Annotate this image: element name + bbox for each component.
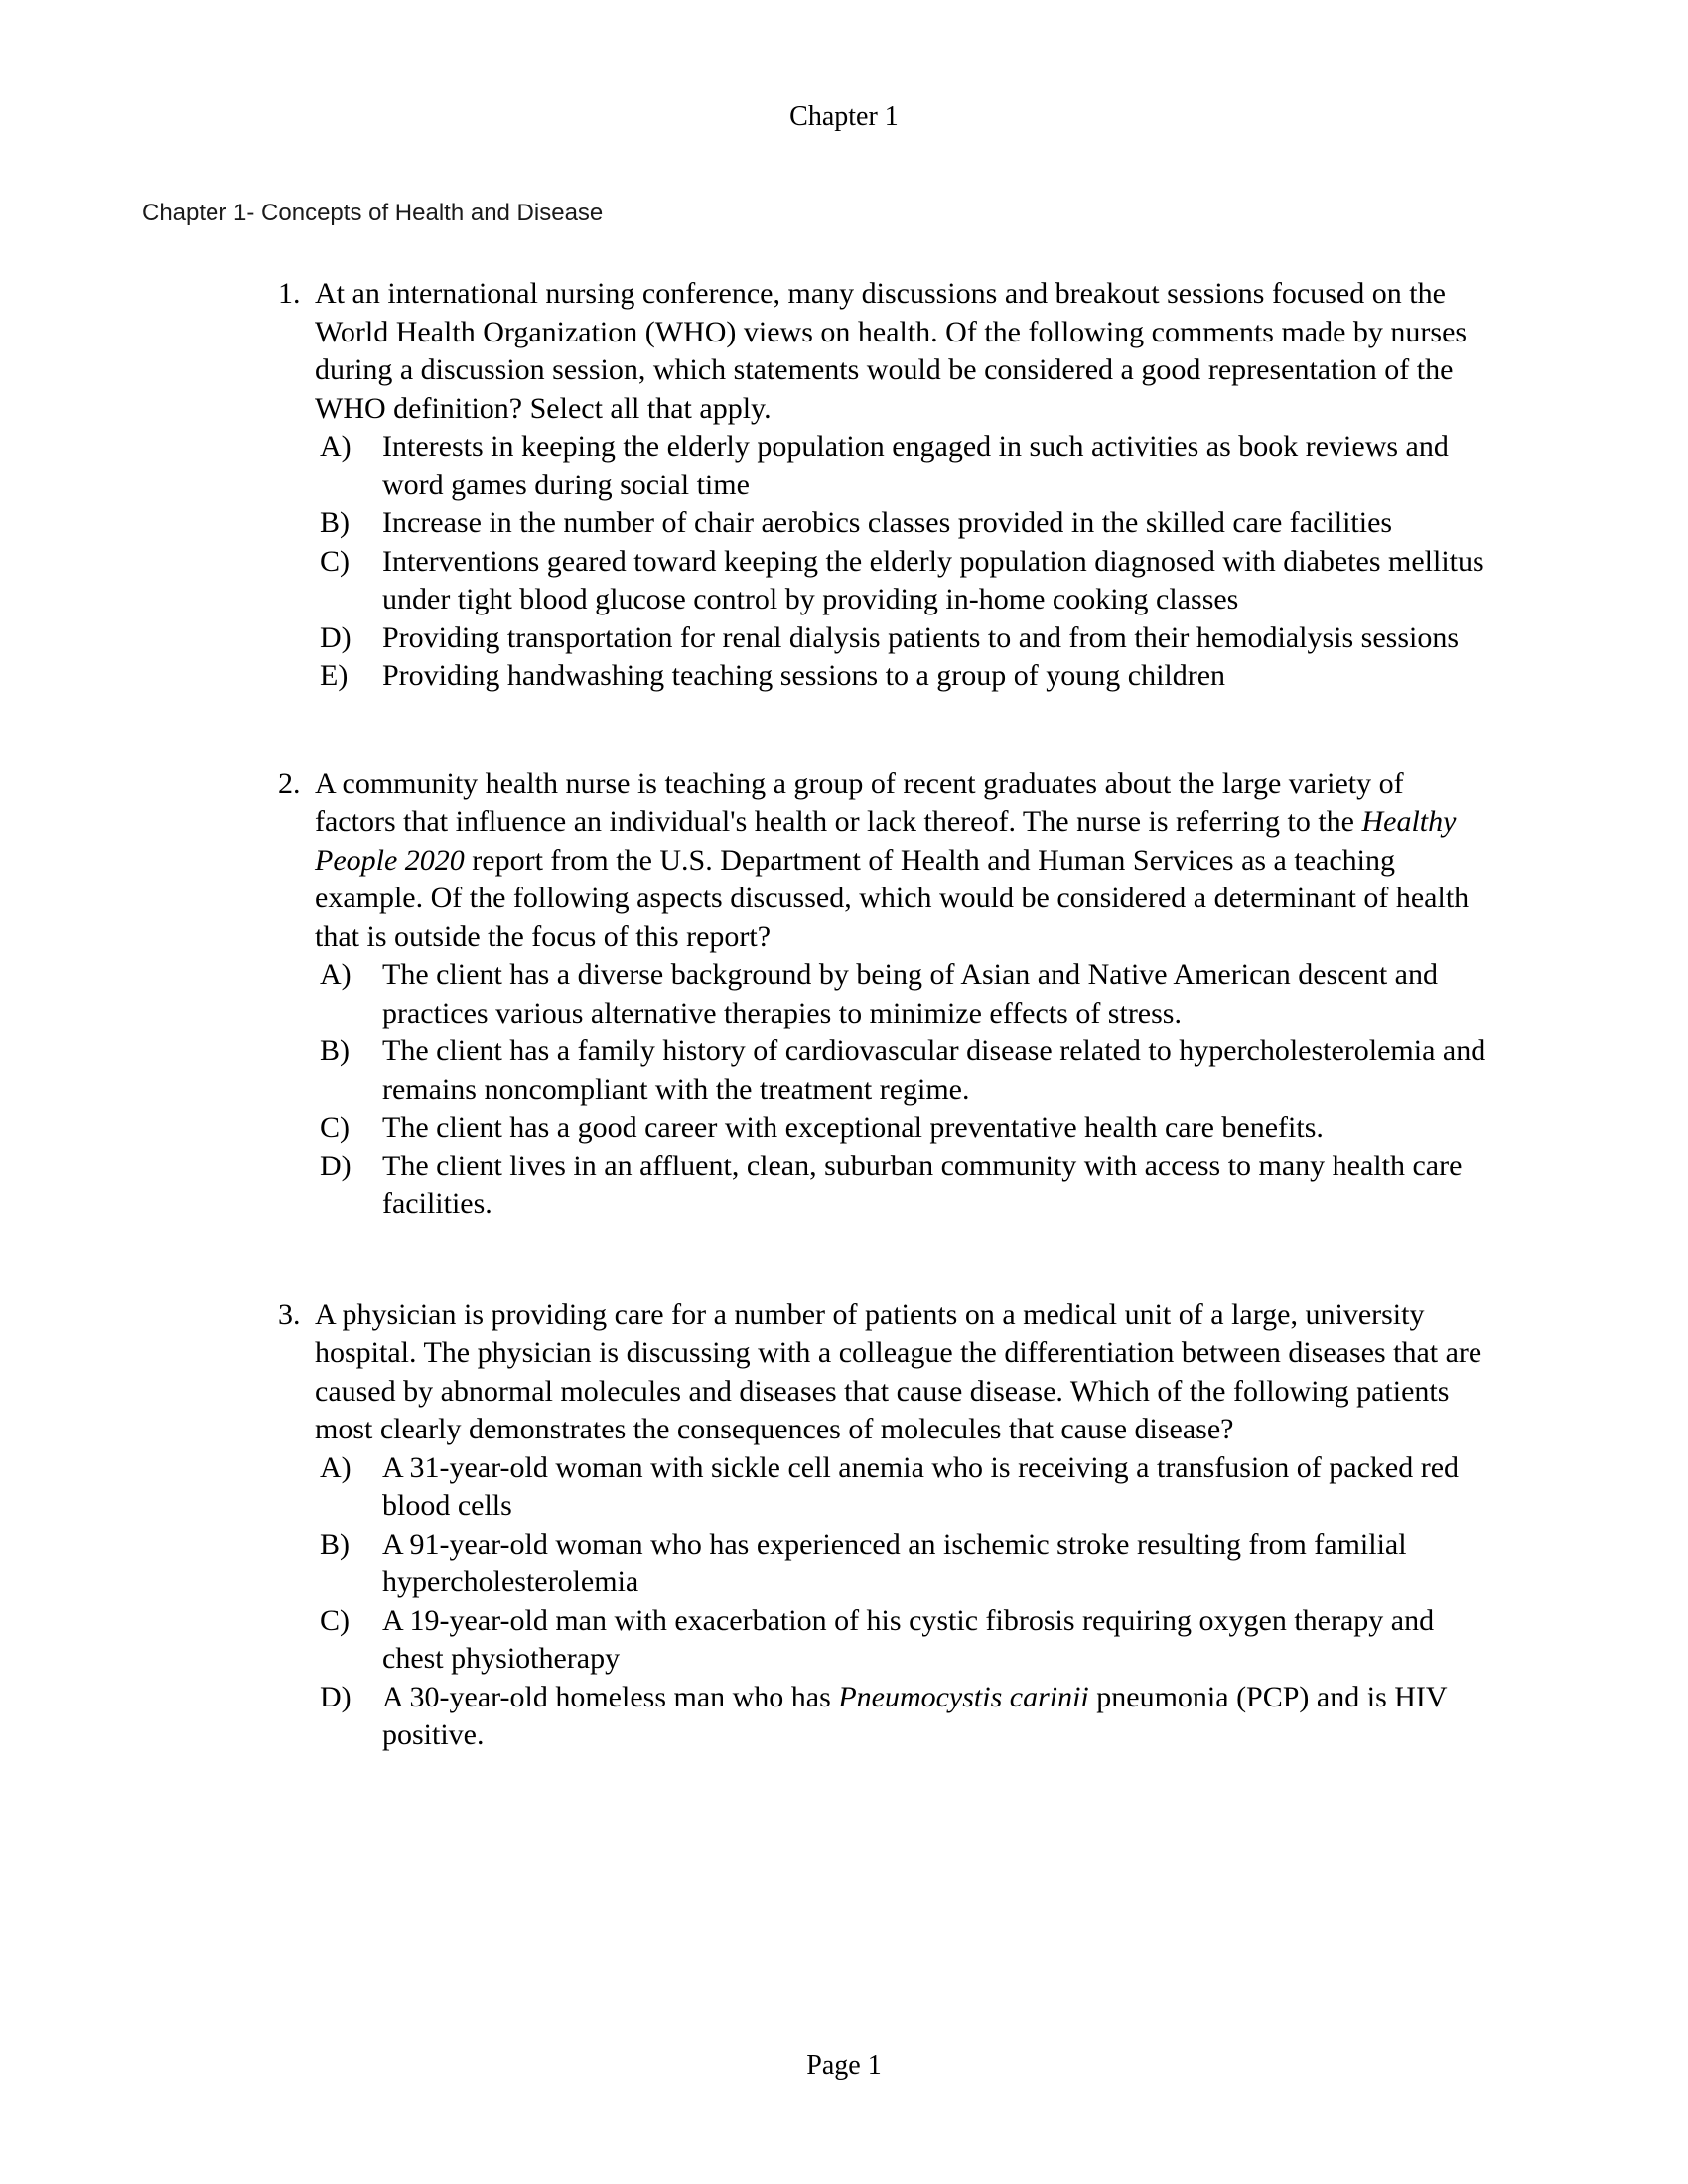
option-letter: A) (320, 958, 352, 991)
option-text: The client has a diverse background by being of Asian and Native American descent and practices various alternative therapies to minimize effects of stress. (382, 958, 1438, 1029)
option-row (315, 619, 1487, 658)
option-text: A 91-year-old woman who has experienced an ischemic stroke resulting from familial hypercholesterolemia (382, 1527, 1407, 1598)
page-number-footer: Page 1 (806, 2050, 882, 2081)
option-letter: A) (320, 430, 352, 463)
option-row (315, 1449, 1487, 1526)
question-body (315, 765, 1487, 957)
option-text: The client has a good career with exceptional preventative health care benefits. (382, 1111, 1324, 1144)
option-text: The client lives in an affluent, clean, suburban community with access to many health care facilities. (382, 1149, 1463, 1220)
option-text: Increase in the number of chair aerobics classes provided in the skilled care facilities (382, 506, 1393, 539)
option-text: Providing transportation for renal dialysis patients to and from their hemodialysis sessions (382, 620, 1459, 654)
question-number: 1. (278, 277, 301, 310)
option-row (315, 1679, 1487, 1755)
option-row (315, 1032, 1487, 1109)
option-row (315, 504, 1487, 543)
question-body: A physician is providing care for a number of patients on a medical unit of a large, university hospital. The physician is discussing with a colleague the differentiation between diseases that are caused by abnormal molecules and diseases that cause disease. Which of the following patients most clearly demonstrates the consequences of molecules that cause disease? (315, 1297, 1482, 1445)
option-row (315, 1602, 1487, 1679)
section-title: Chapter 1- Concepts of Health and Disease (142, 200, 604, 226)
option-letter: B) (320, 1034, 350, 1067)
option-letter: E) (320, 659, 349, 692)
option-letter: C) (320, 1603, 350, 1637)
question-body-italic: Healthy People 2020 (315, 805, 1457, 877)
question-body-text: A community health nurse is teaching a group of recent graduates about the large variety of factors that influence an individual's health or lack thereof. The nurse is referring to the (315, 766, 1404, 838)
question-body: At an international nursing conference, many discussions and breakout sessions focused on the World Health Organization (WHO) views on health. Of the following comments made by nurses during a discussion session, which statements would be considered a good representation of the WHO definition? Select all that apply. (315, 277, 1468, 425)
option-list (315, 428, 1487, 696)
option-text: A 19-year-old man with exacerbation of his cystic fibrosis requiring oxygen therapy and chest physiotherapy (382, 1603, 1435, 1675)
option-letter: D) (320, 620, 352, 654)
option-letter: B) (320, 1527, 350, 1561)
option-list (315, 956, 1487, 1224)
question-content (315, 765, 1487, 1224)
option-text: The client has a family history of cardiovascular disease related to hypercholesterolemia and remains noncompliant with the treatment regime. (382, 1034, 1486, 1106)
question-2 (278, 765, 1487, 1224)
question-content (315, 275, 1487, 696)
option-text: A 31-year-old woman with sickle cell anemia who is receiving a transfusion of packed red blood cells (382, 1450, 1460, 1522)
option-row (315, 1526, 1487, 1602)
option-text-segment: A 30-year-old homeless man who has (382, 1680, 839, 1713)
option-letter: B) (320, 506, 350, 539)
option-text: Interests in keeping the elderly population engaged in such activities as book reviews and word games during social time (382, 430, 1449, 501)
option-text-segment: pneumonia (PCP) and is HIV positive. (382, 1680, 1448, 1751)
option-text (382, 1679, 1487, 1755)
question-number: 2. (278, 766, 301, 800)
option-text: Interventions geared toward keeping the elderly population diagnosed with diabetes mellitus under tight blood glucose control by providing in-home cooking classes (382, 544, 1484, 615)
option-row (315, 657, 1487, 696)
option-row (315, 1109, 1487, 1148)
question-body-text: report from the U.S. Department of Health and Human Services as a teaching example. Of the following aspects discussed, which would be considered a determinant of health that is outside the focus of this report? (315, 843, 1470, 953)
option-letter: D) (320, 1680, 352, 1713)
option-letter: C) (320, 544, 350, 578)
option-row (315, 428, 1487, 504)
option-text: Providing handwashing teaching sessions to a group of young children (382, 659, 1226, 692)
running-head: Chapter 1 (789, 101, 899, 132)
option-list (315, 1449, 1487, 1755)
option-letter: D) (320, 1149, 352, 1182)
question-number: 3. (278, 1297, 301, 1331)
question-content (315, 1297, 1487, 1755)
option-row (315, 1148, 1487, 1224)
option-row (315, 543, 1487, 619)
question-list (0, 275, 1688, 1755)
option-letter: C) (320, 1111, 350, 1144)
option-text-italic: Pneumocystis carinii (838, 1680, 1089, 1713)
option-row (315, 956, 1487, 1032)
question-3 (278, 1297, 1487, 1755)
option-letter: A) (320, 1450, 352, 1484)
question-1 (278, 275, 1487, 696)
